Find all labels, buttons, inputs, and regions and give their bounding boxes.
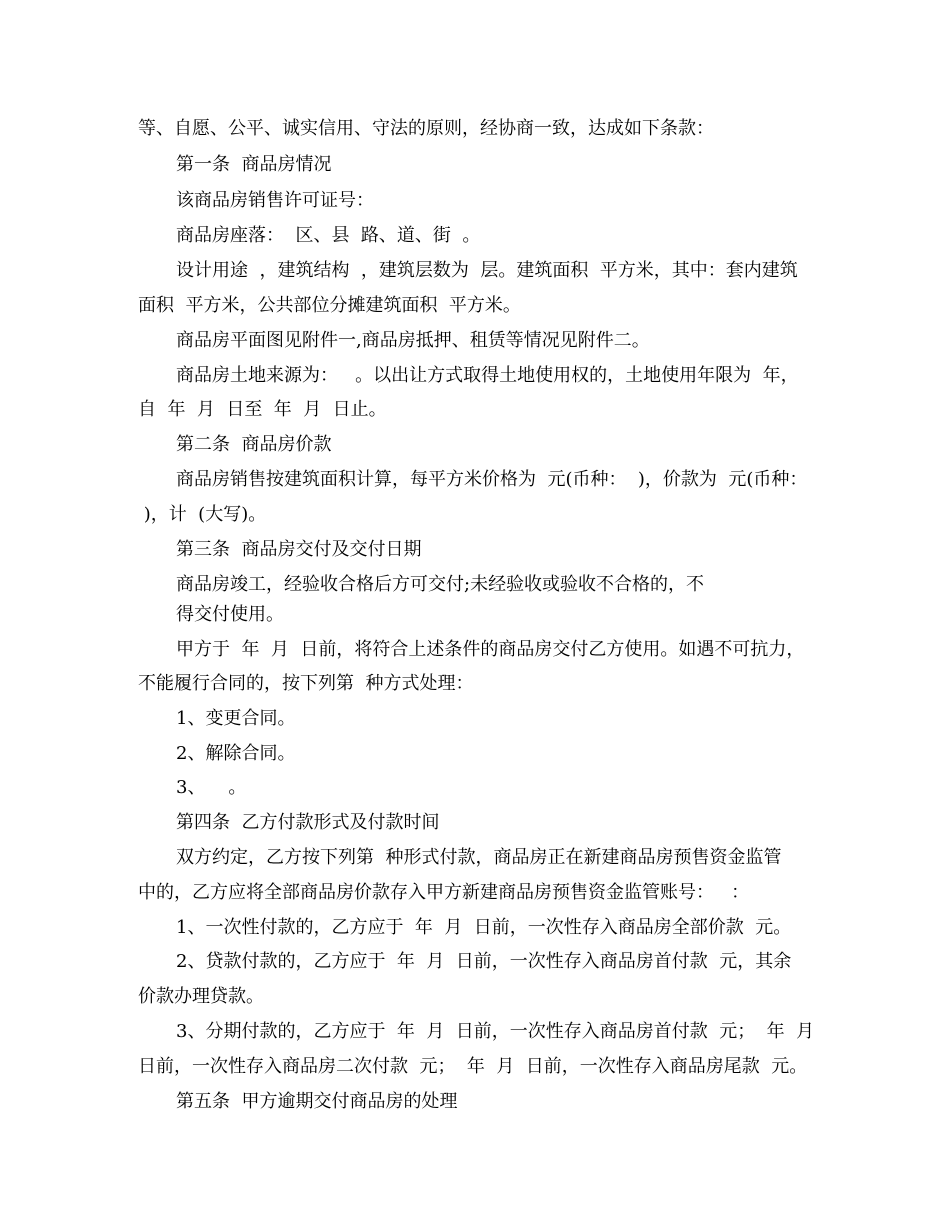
list-item: 2、解除合同。	[176, 743, 296, 764]
paragraph-line: 商品房平面图见附件一,商品房抵押、租赁等情况见附件二。	[176, 330, 650, 351]
paragraph-line: 双方约定，乙方按下列第 种形式付款，商品房正在新建商品房预售资金监管	[176, 847, 782, 868]
paragraph-line: 商品房土地来源为： 。以出让方式取得土地使用权的，土地使用年限为 年，	[176, 365, 799, 386]
list-item: 2、贷款付款的，乙方应于 年 月 日前，一次性存入商品房首付款 元，其余	[176, 951, 792, 972]
paragraph-line: 商品房竣工，经验收合格后方可交付;未经验收或验收不合格的，不	[176, 574, 705, 595]
paragraph-line: 价款办理贷款。	[138, 986, 264, 1007]
article-heading: 第三条 商品房交付及交付日期	[176, 539, 422, 560]
article-heading: 第四条 乙方付款形式及付款时间	[176, 812, 440, 833]
paragraph-line: 日前，一次性存入商品房二次付款 元； 年 月 日前，一次性存入商品房尾款 元。	[138, 1056, 808, 1077]
paragraph-line: 设计用途 ，建筑结构 ，建筑层数为 层。建筑面积 平方米，其中：套内建筑	[176, 260, 798, 281]
paragraph-line: 不能履行合同的，按下列第 种方式处理：	[138, 673, 474, 694]
paragraph-line: 商品房销售按建筑面积计算，每平方米价格为 元(币种： )，价款为 元(币种：	[176, 469, 808, 490]
list-item: 3、 。	[176, 777, 247, 798]
paragraph-line: 中的，乙方应将全部商品房价款存入甲方新建商品房预售资金监管账号： ：	[138, 882, 750, 903]
paragraph-line: 自 年 月 日至 年 月 日止。	[138, 399, 387, 420]
paragraph-line: 甲方于 年 月 日前，将符合上述条件的商品房交付乙方使用。如遇不可抗力，	[176, 639, 805, 660]
list-item: 1、一次性付款的，乙方应于 年 月 日前，一次性存入商品房全部价款 元。	[176, 917, 792, 938]
paragraph-line: 得交付使用。	[176, 604, 284, 625]
article-heading: 第二条 商品房价款	[176, 434, 332, 455]
article-heading: 第一条 商品房情况	[176, 154, 332, 175]
paragraph-line: 等、自愿、公平、诚实信用、守法的原则，经协商一致，达成如下条款：	[138, 118, 714, 139]
paragraph-line: 面积 平方米，公共部位分摊建筑面积 平方米。	[138, 295, 521, 316]
list-item: 1、变更合同。	[176, 708, 296, 729]
article-heading: 第五条 甲方逾期交付商品房的处理	[176, 1091, 458, 1112]
paragraph-line: 该商品房销售许可证号：	[176, 190, 374, 211]
paragraph-line: )，计 (大写)。	[138, 504, 267, 525]
paragraph-line: 商品房座落： 区、县 路、道、街 。	[176, 225, 481, 246]
list-item: 3、分期付款的，乙方应于 年 月 日前，一次性存入商品房首付款 元； 年 月	[176, 1021, 815, 1042]
